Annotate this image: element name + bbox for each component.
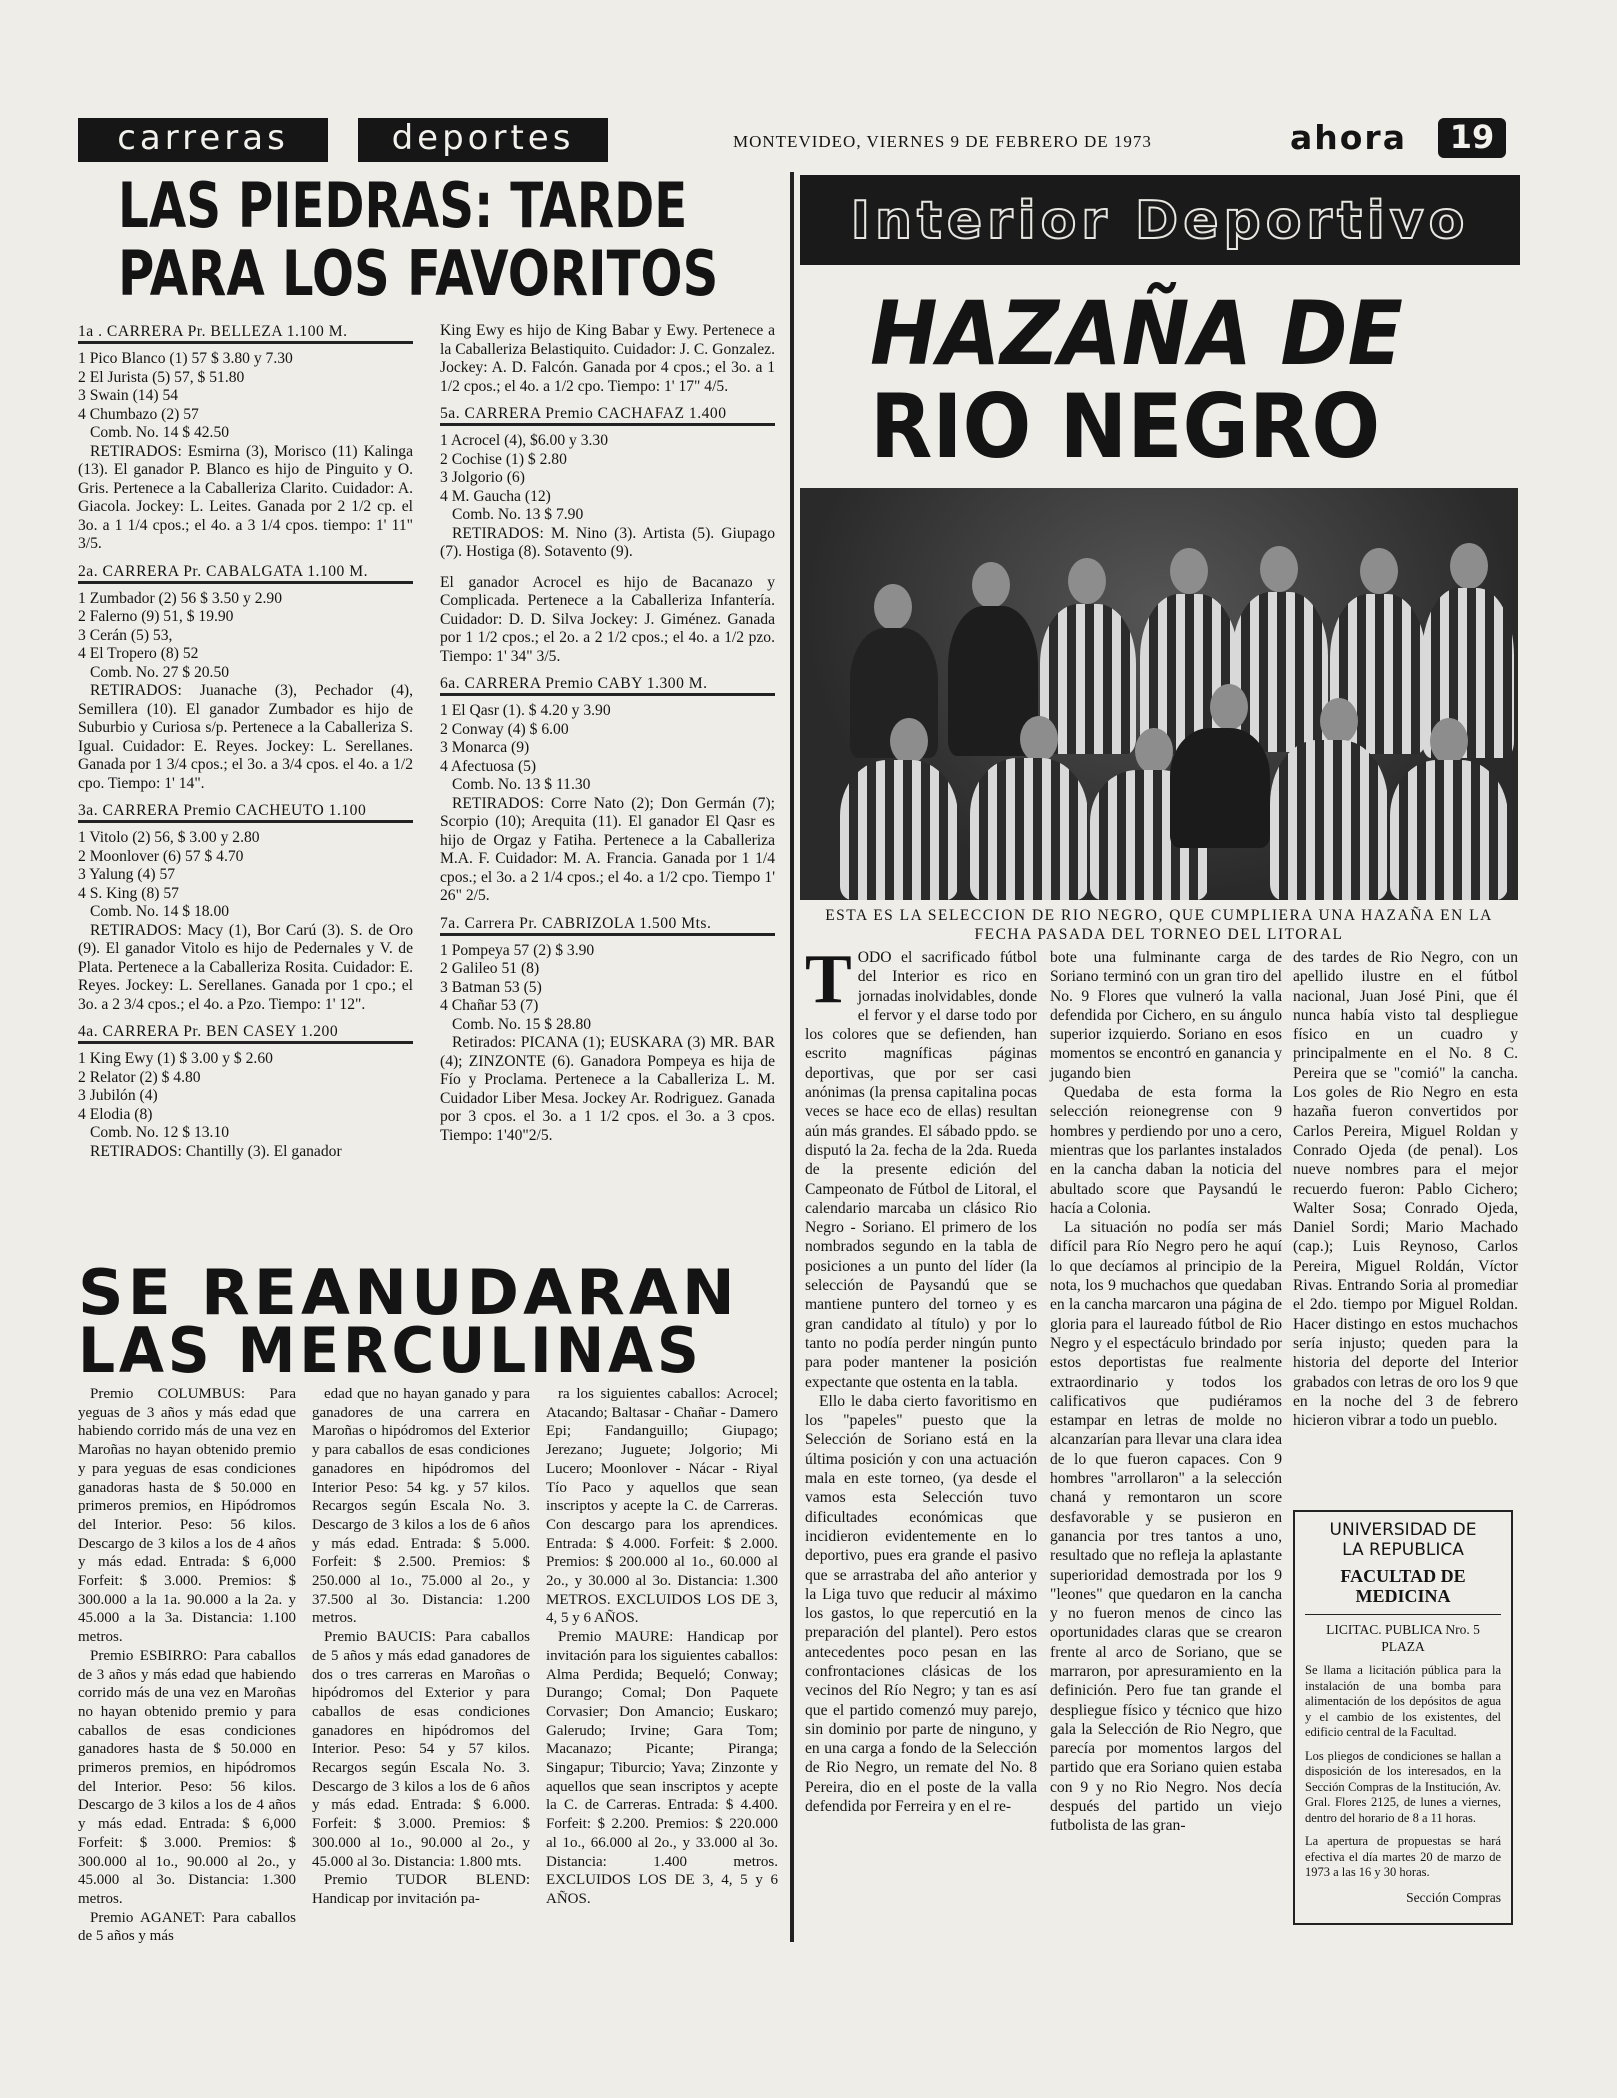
ad-plaza: PLAZA (1381, 1639, 1425, 1654)
race-result-line: Comb. No. 14 $ 42.50 (90, 424, 230, 441)
university-notice-ad (1293, 1510, 1513, 1925)
race-result-line: Comb. No. 27 $ 20.50 (90, 663, 230, 681)
merculinas-column-2 (312, 1385, 530, 1909)
headline-merculinas: LAS MERCULINAS (78, 1314, 703, 1387)
merculinas-column-3 (546, 1385, 778, 1909)
article-column-3 (1293, 948, 1518, 1430)
race-result-line: 4 Elodia (8) (78, 1105, 153, 1123)
race-result-line: 3 Cerán (5) 53, (78, 626, 173, 644)
race-header: 4a. CARRERA Pr. BEN CASEY 1.200 (78, 1022, 413, 1044)
race-4-continuation: King Ewy es hijo de King Babar y Ewy. Pertenece a la Caballeriza Belastiquito. Cuidador: J. C. Gonzalez. Jockey: A. D. Falcón. Ganada por 4 cpos.; el 3o. a 1 1/2 cpos.; el 4o. a 1/2 cpo. Tiempo: 1' 17" 4/5. (440, 322, 775, 395)
interior-deportivo-banner (800, 175, 1520, 265)
ad-paragraph-2: Los pliegos de condiciones se hallan a disposición de los interesados, en la Sección Compras de la Institución, Av. Gral. Flores 2125, de lunes a viernes, dentro del horario de 8 a 11 horas. (1305, 1748, 1501, 1825)
race-result-line: 4 Chumbazo (2) 57 (78, 405, 199, 423)
race-result-line: 2 Conway (4) $ 6.00 (440, 720, 569, 738)
article-para-5: La situación no podía ser más difícil para Río Negro pero he aquí lo que decíamos al principio de la nota, los 9 muchachos que quedaban en la cancha marcaron una página de gloria para el laureado fútbol de Rio Negro y el espectáculo brindado por estos deportistas fue realmente extraordinario y todos los calificativos que pudiéramos estampar en letras de molde no alcanzarían para llevar una clara idea de lo que fueron capaces. Con 9 hombres "arrollaron" a la selección chaná y remontaron un score desfavorable y se pusieron en ganancia por tres tantos a uno, resultado que no refleja la aplastante superioridad demostrada por los 9 "leones" que quedaron en la cancha y no fueron menos de cinco las oportunidades claras que se crearon frente al arco de Soriano, que se marraron, por apresuramiento en la definición. Pero fue tan grande el despliegue físico y técnico que hizo gala la Selección de Rio Negro, que parecía por momentos largos del partido que era Soriano quien estaba con 9 y no Rio Negro. Nos decía después del partido un viejo futbolista de las gran- (1050, 1219, 1282, 1835)
merculinas-paragraph: Premio AGANET: Para caballos de 5 años y más (78, 1909, 296, 1945)
race-result-line: 2 Relator (2) $ 4.80 (78, 1068, 201, 1086)
team-photo (800, 488, 1518, 900)
merculinas-paragraph: Premio MAURE: Handicap por invitación para los siguientes caballos: Alma Perdida; Bequeló; Conway; Durango; Comal; Don Paquete Corvasier; Don Amancio; Euskaro; Galerudo; Irvine; Gara Tom; Macanazo; Picante; Piranga; Singapur; Tiburcio; Yava; Zinzonte y aquellos que sean inscriptos y acepte la C. de Carreras. Entrada: $ 4.400. Forfeit: $ 2.200. Premios: $ 220.000 al 1o., 66.000 al 2o., y 33.000 al 3o. Distancia: 1.400 metros. EXCLUIDOS LOS DE 3, 4, 5 y 6 AÑOS. (546, 1629, 778, 1907)
merculinas-paragraph: Premio ESBIRRO: Para caballos de 3 años y más edad que habiendo corrido más de una vez en Maroñas no hayan obtenido premio y para caballos de esas condiciones ganadores hasta de $ 50.000 en primeros premios, en hipódromos del Interior. Peso: 56 kilos. Descargo de 3 kilos a los de 4 años y más edad. Entrada: $ 6,000 Forfeit: $ 3.000. Premios: $ 300.000 al 1o., 90.000 al 2o., y 45.000 al 3o. Distancia: 1.300 metros. (78, 1647, 296, 1907)
merculinas-paragraph: edad que no hayan ganado y para ganadores de una carrera en Maroñas o hipódromos del Exterior y para caballos de esas condiciones ganadores en hipódromos del Interior Peso: 54 kg. y 57 kilos. Recargos según Escala No. 3. Descargo de 3 kilos a los de 6 años y más edad. Entrada: $ 5.000. Forfeit: $ 2.500. Premios: $ 250.000 al 1o., 75.000 al 2o., y 37.500 al 3o. Distancia: 1.200 metros. (312, 1386, 530, 1627)
race-details: RETIRADOS: Juanache (3), Pechador (4), Semillera (10). El ganador Zumbador es hijo de Suburbio y Curiosa s/p. Pertenece a la Caballeriza S. Igual. Cuidador: E. Reyes. Jockey: L. Serellanes. Ganada por 1 3/4 cpos.; el 3o. a 3/4 cpos. el 4o. a 1/2 cpo. Tiempo: 1' 14". (78, 682, 413, 792)
caption-line-1: ESTA ES LA SELECCION DE RIO NEGRO, QUE CUMPLIERA UNA HAZAÑA EN LA (825, 907, 1493, 924)
dateline: MONTEVIDEO, VIERNES 9 DE FEBRERO DE 1973 (733, 132, 1152, 151)
article-para-2: Ello le daba cierto favoritismo en los "papeles" puesto que la Selección de Soriano está en la última posición y con una actuación mala en este torneo, (ya desde el vamos esta Selección tuvo dificultades económicas que incidieron evidentemente en lo deportivo, pues era grande el pasivo que se arrastraba del año anterior y la Liga tuvo que reducir al máximo los gastos, lo que repercutió en la preparación del plantel). Pero estos antecedentes poco pesan en las confrontaciones clásicas de los vecinos del Río Negro; y tan es así que el partido comenzó muy parejo, sin dominio por parte de ninguno, y en una carga a fondo de la Selección de Rio Negro, un remate del No. 8 Pereira, dio en el poste de la valla defendida por Ferreira y en el re- (805, 1392, 1037, 1816)
article-para-3: bote una fulminante carga de Soriano terminó con un gran tiro del No. 9 Flores que vulneró la valla defendida por Cichero, en su ángulo superior izquierdo. Soriano en esos momentos se encontró en ganancia y jugando bien (1050, 949, 1282, 1082)
race-result-line: 3 Jolgorio (6) (440, 469, 525, 486)
race-block (440, 914, 775, 1146)
ad-paragraph-1: Se llama a licitación pública para la instalación de una bomba para alimentación de los depósitos de agua y el cambio de los existentes, del edificio central de la Facultad. (1305, 1663, 1501, 1739)
race-result-line: 2 Cochise (1) $ 2.80 (440, 450, 567, 468)
race-result-line: 3 Yalung (4) 57 (78, 866, 176, 883)
column-divider (790, 172, 794, 1942)
race-result-line: 4 El Tropero (8) 52 (78, 645, 199, 662)
race-block (78, 322, 413, 554)
race-block (78, 801, 413, 1014)
race-result-line: 1 King Ewy (1) $ 3.00 y $ 2.60 (78, 1050, 273, 1067)
race-result-line: 1 El Qasr (1). $ 4.20 y 3.90 (440, 702, 611, 719)
headline-favoritos: PARA LOS FAVORITOS (118, 237, 719, 310)
ad-signature: Sección Compras (1406, 1889, 1501, 1905)
race-column-1 (78, 322, 413, 1169)
ad-faculty-line-2: MEDICINA (1355, 1586, 1451, 1606)
merculinas-column-1 (78, 1385, 296, 1946)
race-header: 1a . CARRERA Pr. BELLEZA 1.100 M. (78, 322, 413, 344)
section-tab-carreras: carreras (78, 118, 328, 162)
article-column-1 (805, 941, 1037, 1816)
newspaper-logo: ahora (1290, 118, 1407, 157)
race-result-line: Comb. No. 13 $ 11.30 (452, 776, 591, 793)
ad-university-line-2: LA REPUBLICA (1342, 1540, 1464, 1560)
merculinas-paragraph: Premio TUDOR BLEND: Handicap por invitación pa- (312, 1872, 530, 1907)
race-result-line: 4 S. King (8) 57 (78, 884, 179, 902)
banner-title: Interior Deportivo (850, 191, 1470, 251)
headline-se-reanudaran: SE REANUDARAN (78, 1256, 739, 1329)
race-result-line: Comb. No. 12 $ 13.10 (90, 1124, 230, 1141)
race-result-line: 3 Jubilón (4) (78, 1087, 158, 1104)
race-details: RETIRADOS: M. Nino (3). Artista (5). Giupago (7). Hostiga (8). Sotavento (9). (440, 524, 775, 560)
race-header: 2a. CARRERA Pr. CABALGATA 1.100 M. (78, 562, 413, 584)
article-para-6: des tardes de Rio Negro, con un apellido ilustre en el fútbol nacional, Juan José Pini, que él nunca había visto tal despliegue físico en un cuadro y principalmente en el No. 8 C. Pereira que se "comió" la cancha. Los goles de Rio Negro en esta hazaña fueron convertidos por Carlos Pereira, Miguel Roldan y Conrado Ojeda (de penal). Los nueve nombres para el mejor recuerdo fueron: Pablo Cichero; Walter Sosa; Conrado Ojeda, Daniel Sordi; Mario Machado (cap.); Luis Reynoso, Carlos Pereira, Miguel Roldán, Víctor Rivas. Entrando Soria al promediar el 2do. tiempo por Miguel Roldan. Hacer distingo en estos muchachos sería injusto; queden para la historia del deporte del Interior grabados con letras de oro los 9 que en la noche del 3 de febrero hicieron vibrar a todo un pueblo. (1293, 949, 1518, 1430)
ad-university-line-1: UNIVERSIDAD DE (1329, 1520, 1477, 1540)
race-details: RETIRADOS: Esmirna (3), Morisco (11) Kalinga (13). El ganador P. Blanco es hijo de Pinguito y O. Gris. Pertenece a la Caballeriza Clarito. Cuidador: A. Giacola. Jockey: L. Leites. Ganada por 2 1/2 cp. el 3o. a 1 1/4 cpos.; el 4o. a 3 1/4 cpos. tiempo: 1' 11" 3/5. (78, 442, 413, 552)
ad-faculty-line-1: FACULTAD DE (1340, 1566, 1466, 1586)
race-result-line: 3 Monarca (9) (440, 739, 530, 756)
race-block (78, 1022, 413, 1161)
ad-paragraph-3: La apertura de propuestas se hará efectiva el día martes 20 de marzo de 1973 a las 16 y 30 horas. (1305, 1834, 1501, 1879)
race-block (78, 562, 413, 794)
page-number: 19 (1438, 118, 1506, 158)
race-result-line: 1 Acrocel (4), $6.00 y 3.30 (440, 432, 609, 449)
race-result-line: Comb. No. 14 $ 18.00 (90, 903, 230, 920)
race-result-line: 4 Afectuosa (5) (440, 757, 537, 775)
race-result-line: 2 Falerno (9) 51, $ 19.90 (78, 608, 234, 625)
race-result-line: Comb. No. 13 $ 7.90 (452, 506, 584, 523)
race-result-line: 3 Swain (14) 54 (78, 387, 179, 404)
headline-hazana: HAZAÑA DE (870, 282, 1403, 385)
race-result-line: 1 Pico Blanco (1) 57 $ 3.80 y 7.30 (78, 350, 293, 367)
race-block (440, 674, 775, 906)
section-tab-deportes: deportes (358, 118, 608, 162)
race-result-line: 1 Vitolo (2) 56, $ 3.00 y 2.80 (78, 829, 260, 846)
article-para-1: ODO el sacrificado fútbol del Interior es rico en jornadas inolvidables, donde el fervor y el darse todo por los colores que se defienden, han escrito magníficas páginas deportivas, que por ser casi anónimas (la prensa capitalina pocas veces se hace eco de ellas) resultan aún más grandes. El sábado ppdo. se disputó la 2a. fecha de la 2da. Rueda de la presente edición del Campeonato de Fútbol de Litoral, el calendario marcaba un clásico Rio Negro - Soriano. El primero de los nombrados segundo en la tabla de posiciones a un punto del líder (la selección de Paysandú que se mantiene puntero del torneo y es gran candidato al título) y por lo tanto no podía perder ningún punto para poder mantener la posición expectante que ostenta en la tabla. (805, 949, 1037, 1391)
caption-line-2: FECHA PASADA DEL TORNEO DEL LITORAL (974, 926, 1344, 943)
race-header: 7a. Carrera Pr. CABRIZOLA 1.500 Mts. (440, 914, 775, 936)
race-result-line: 4 M. Gaucha (12) (440, 487, 551, 505)
race-result-line: 2 Galileo 51 (8) (440, 960, 540, 977)
race-result-line: 3 Batman 53 (5) (440, 978, 542, 996)
merculinas-paragraph: ra los siguientes caballos: Acrocel; Atacando; Baltasar - Chañar - Damero Epi; Fandanguillo; Giupago; Jerezano; Juguete; Jolgorio; Mi Lucero; Moonlover - Nácar - Riyal Tío Paco y aquellos que sean inscriptos y acepte la C. de Carreras. Con descargo para los aprendices. Entrada: $ 4.000. Forfeit: $ 2.000. Premios: $ 200.000 al 1o., 60.000 al 2o., y 30.000 al 3o. Distancia: 1.300 METROS. EXCLUIDOS LOS DE 3, 4, 5 y 6 AÑOS. (546, 1386, 778, 1627)
race-header: 3a. CARRERA Premio CACHEUTO 1.100 (78, 801, 413, 823)
race-block (440, 404, 775, 666)
race-result-line: Comb. No. 15 $ 28.80 (452, 1015, 592, 1033)
merculinas-paragraph: Premio BAUCIS: Para caballos de 5 años y más edad ganadores de dos o tres carreras en Maroñas o hipódromos del Exterior y para caballos de esas condiciones ganadores en hipódromos del Interior. Peso: 54 y 57 kilos. Recargos según Escala No. 3. Descargo de 3 kilos a los de 6 años y más edad. Entrada: $ 6.000. Forfeit: $ 3.000. Premios: $ 300.000 al 1o., 90.000 al 2o., y 45.000 al 3o. Distancia: 1.800 mts. (312, 1629, 530, 1870)
photo-caption (800, 906, 1518, 944)
headline-las-piedras: LAS PIEDRAS: TARDE (118, 169, 688, 242)
race-result-line: 1 Zumbador (2) 56 $ 3.50 y 2.90 (78, 589, 282, 607)
headline-rio-negro: RIO NEGRO (870, 375, 1381, 478)
race-winner-details: El ganador Acrocel es hijo de Bacanazo y Complicada. Pertenece a la Caballeriza Infantería. Cuidador: D. D. Silva Jockey: J. Giménez. Ganada por 1 1/2 cpos.; el 2o. a 2 1/2 cpos.; el 4o. a 1/2 pzo. Tiempo: 1' 34" 3/5. (440, 573, 775, 665)
race-header: 6a. CARRERA Premio CABY 1.300 M. (440, 674, 775, 696)
race-result-line: 2 El Jurista (5) 57, $ 51.80 (78, 368, 245, 386)
race-details: RETIRADOS: Macy (1), Bor Carú (3). S. de Oro (9). El ganador Vitolo es hijo de Pedernales y V. de Plata. Pertenece a la Caballeriza Rosita. Cuidador: E. Reyes. Jockey: L. Serellanes. Ganada por 1 cpo.; el 3o. a 2 3/4 cpos.; el 4o. a Pzo. Tiempo: 1' 12". (78, 921, 413, 1013)
race-details: RETIRADOS: Corre Nato (2); Don Germán (7); Scorpio (10); Arequita (11). El ganador El Qasr es hijo de Orgaz y Fatiha. Pertenece a la Caballeriza M.A. F. Cuidador: M. A. Francia. Ganada por 1 1/4 cpos.; el 3o. a 2 1/4 cpos.; el 4o. a 1/2 cpo. Tiempo 1' 26" 2/5. (440, 794, 775, 904)
race-column-2 (440, 322, 775, 1153)
race-header: 5a. CARRERA Premio CACHAFAZ 1.400 (440, 404, 775, 426)
race-details: Retirados: PICANA (1); EUSKARA (3) MR. BAR (4); ZINZONTE (6). Ganadora Pompeya es hija de Fío y Proclama. Pertenece a la Caballeriza L. M. Cuidador Liber Mesa. Jockey Ar. Rodriguez. Ganada por 3 cpos. el 3o. a 1 1/2 cpos. el 3o. a 3 cpos. Tiempo: 1'40"2/5. (440, 1034, 775, 1144)
race-result-line: 1 Pompeya 57 (2) $ 3.90 (440, 941, 595, 959)
article-para-4: Quedaba de esta forma la selección reionegrense con 9 hombres y perdiendo por uno a cero, mientras que los parlantes instalados en la cancha daban la noticia del abultado score que Paysandú le hacía a Colonia. (1050, 1084, 1282, 1217)
race-result-line: 4 Chañar 53 (7) (440, 997, 539, 1014)
merculinas-paragraph: Premio COLUMBUS: Para yeguas de 3 años y más edad que habiendo corrido más de una vez en Maroñas no hayan obtenido premio y para yeguas de esas condiciones ganadoras hasta de $ 50.000 en primeros premios, en Hipódromos del Interior. Peso: 56 kilos. Descargo de 3 kilos a los de 4 años y más edad. Entrada: $ 6,000 Forfeit: $ 3.000. Premios: $ 300.000 a la 1a. 90.000 a la 2a. y 45.000 a la 3a. Distancia: 1.100 metros. (78, 1386, 296, 1646)
drop-cap: T (805, 941, 852, 1018)
race-details: RETIRADOS: Chantilly (3). El ganador (90, 1142, 342, 1160)
race-result-line: 2 Moonlover (6) 57 $ 4.70 (78, 847, 244, 865)
article-column-2 (1050, 948, 1282, 1836)
ad-licitacion: LICITAC. PUBLICA Nro. 5 (1326, 1622, 1480, 1637)
